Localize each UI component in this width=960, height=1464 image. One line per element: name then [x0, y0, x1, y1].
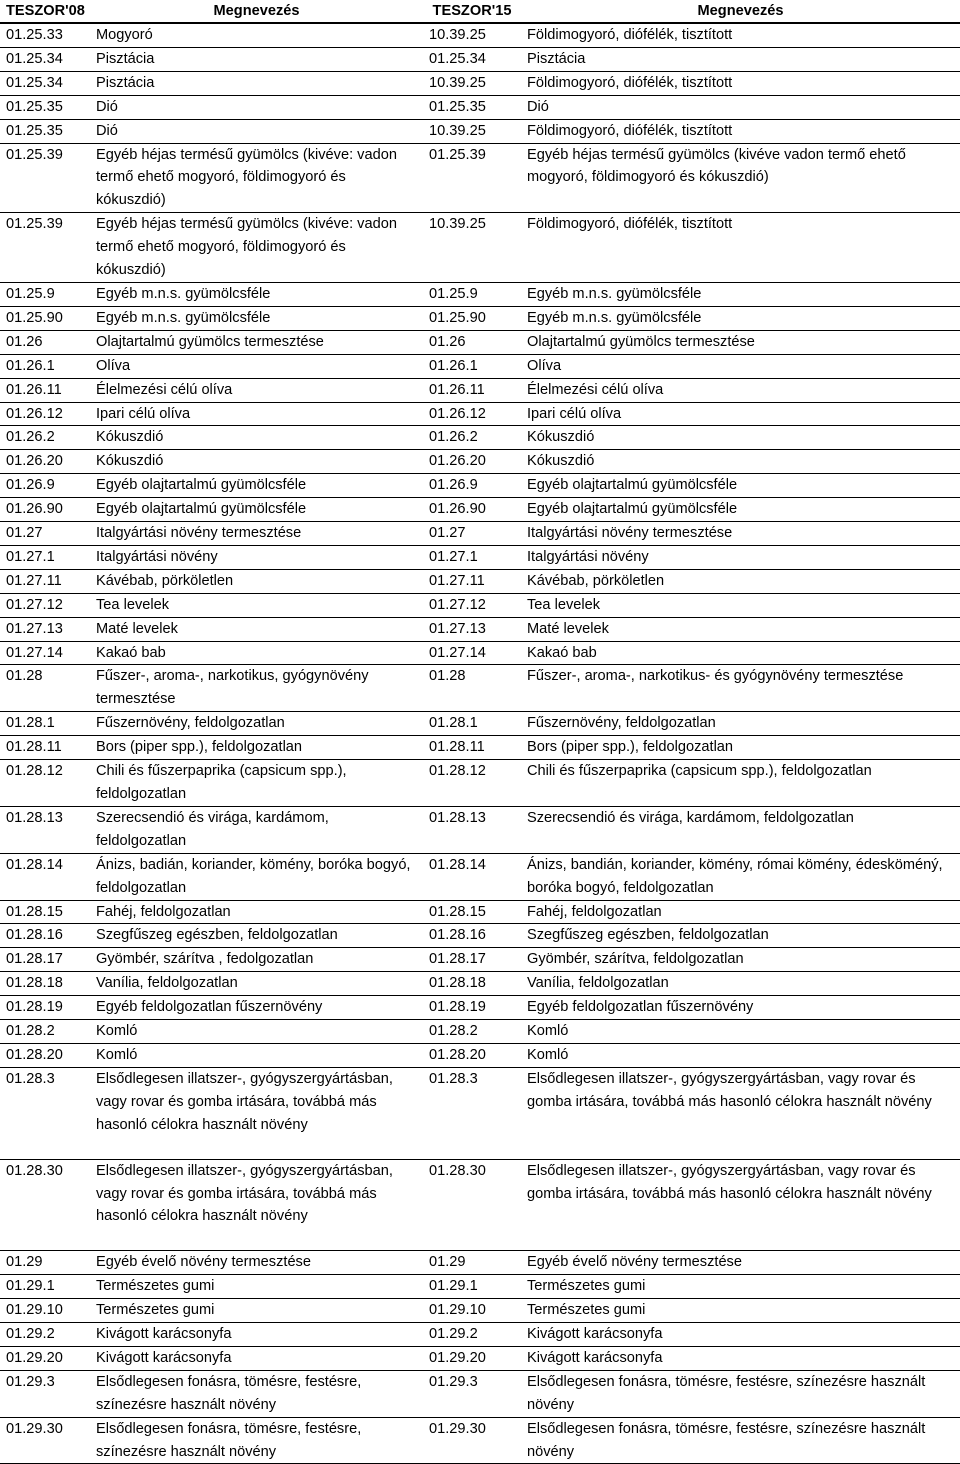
code-teszor15: 01.27.1: [423, 545, 521, 569]
code-teszor08: 01.29.30: [0, 1417, 90, 1464]
code-teszor15: 10.39.25: [423, 119, 521, 143]
table-row: [0, 760, 960, 807]
name-teszor08: Egyéb feldolgozatlan fűszernövény: [90, 996, 423, 1020]
table-row: [0, 1159, 960, 1251]
name-teszor15: Földimogyoró, diófélék, tisztított: [521, 71, 960, 95]
table-row: [0, 1067, 960, 1159]
name-teszor15: Olajtartalmú gyümölcs termesztése: [521, 330, 960, 354]
code-teszor08: 01.28.16: [0, 924, 90, 948]
code-teszor15: 01.26.9: [423, 474, 521, 498]
code-teszor08: 01.26.90: [0, 498, 90, 522]
code-teszor08: 01.28.13: [0, 806, 90, 853]
code-teszor08: 01.28.12: [0, 760, 90, 807]
code-teszor08: 01.27.12: [0, 593, 90, 617]
header-teszor15: TESZOR'15: [423, 0, 521, 23]
code-teszor15: 01.25.39: [423, 143, 521, 213]
code-teszor08: 01.26: [0, 330, 90, 354]
code-teszor15: 01.29.3: [423, 1370, 521, 1417]
name-teszor15: Szerecsendió és virága, kardámom, feldolgozatlan: [521, 806, 960, 853]
table-row: [0, 47, 960, 71]
code-teszor15: 10.39.25: [423, 23, 521, 47]
code-teszor08: 01.27.13: [0, 617, 90, 641]
name-teszor08: Elsődlegesen fonásra, tömésre, festésre, színezésre használt növény: [90, 1370, 423, 1417]
code-teszor08: 01.28: [0, 665, 90, 712]
code-teszor15: 01.27.12: [423, 593, 521, 617]
name-teszor15: Földimogyoró, diófélék, tisztított: [521, 119, 960, 143]
header-name-15: Megnevezés: [521, 0, 960, 23]
name-teszor15: Vanília, feldolgozatlan: [521, 972, 960, 996]
name-teszor08: Szerecsendió és virága, kardámom, feldolgozatlan: [90, 806, 423, 853]
name-teszor15: Természetes gumi: [521, 1275, 960, 1299]
name-teszor15: Kakaó bab: [521, 641, 960, 665]
name-teszor15: Földimogyoró, diófélék, tisztított: [521, 23, 960, 47]
code-teszor08: 01.25.39: [0, 213, 90, 283]
name-teszor08: Mogyoró: [90, 23, 423, 47]
code-teszor15: 01.28.14: [423, 853, 521, 900]
table-row: [0, 948, 960, 972]
name-teszor08: Egyéb m.n.s. gyümölcsféle: [90, 282, 423, 306]
code-teszor15: 01.29.30: [423, 1417, 521, 1464]
name-teszor15: Élelmezési célú olíva: [521, 378, 960, 402]
name-teszor08: Egyéb héjas termésű gyümölcs (kivéve: vadon termő ehető mogyoró, földimogyoró és kókuszdió): [90, 143, 423, 213]
code-teszor08: 01.25.39: [0, 143, 90, 213]
code-teszor08: 01.28.2: [0, 1020, 90, 1044]
name-teszor15: Fahéj, feldolgozatlan: [521, 900, 960, 924]
name-teszor08: Olajtartalmú gyümölcs termesztése: [90, 330, 423, 354]
name-teszor15: Elsődlegesen fonásra, tömésre, festésre, színezésre használt növény: [521, 1417, 960, 1464]
name-teszor08: Ánizs, badián, koriander, kömény, boróka bogyó, feldolgozatlan: [90, 853, 423, 900]
table-row: [0, 569, 960, 593]
name-teszor15: Dió: [521, 95, 960, 119]
code-teszor15: 01.25.35: [423, 95, 521, 119]
table-row: [0, 665, 960, 712]
name-teszor08: Pisztácia: [90, 71, 423, 95]
table-row: [0, 641, 960, 665]
name-teszor08: Komló: [90, 1043, 423, 1067]
code-teszor15: 10.39.25: [423, 213, 521, 283]
table-row: [0, 853, 960, 900]
code-teszor08: 01.28.11: [0, 736, 90, 760]
code-teszor15: 01.29.20: [423, 1346, 521, 1370]
name-teszor08: Italgyártási növény: [90, 545, 423, 569]
code-teszor08: 01.28.17: [0, 948, 90, 972]
name-teszor08: Chili és fűszerpaprika (capsicum spp.), feldolgozatlan: [90, 760, 423, 807]
table-row: [0, 1043, 960, 1067]
code-teszor08: 01.27.1: [0, 545, 90, 569]
name-teszor08: Szegfűszeg egészben, feldolgozatlan: [90, 924, 423, 948]
name-teszor15: Földimogyoró, diófélék, tisztított: [521, 213, 960, 283]
name-teszor15: Italgyártási növény termesztése: [521, 522, 960, 546]
name-teszor08: Élelmezési célú olíva: [90, 378, 423, 402]
code-teszor15: 01.27.13: [423, 617, 521, 641]
code-teszor15: 01.28: [423, 665, 521, 712]
code-teszor08: 01.29.3: [0, 1370, 90, 1417]
name-teszor15: Kivágott karácsonyfa: [521, 1323, 960, 1347]
name-teszor08: Fűszernövény, feldolgozatlan: [90, 712, 423, 736]
table-row: [0, 1275, 960, 1299]
name-teszor15: Természetes gumi: [521, 1299, 960, 1323]
name-teszor08: Bors (piper spp.), feldolgozatlan: [90, 736, 423, 760]
code-teszor15: 01.26.2: [423, 426, 521, 450]
code-teszor08: 01.28.20: [0, 1043, 90, 1067]
code-teszor15: 01.26.11: [423, 378, 521, 402]
code-teszor08: 01.29.1: [0, 1275, 90, 1299]
table-row: [0, 378, 960, 402]
name-teszor08: Kakaó bab: [90, 641, 423, 665]
code-teszor15: 01.29.10: [423, 1299, 521, 1323]
code-teszor15: 01.28.3: [423, 1067, 521, 1159]
header-teszor08: TESZOR'08: [0, 0, 90, 23]
table-row: [0, 617, 960, 641]
name-teszor15: Elsődlegesen illatszer-, gyógyszergyártásban, vagy rovar és gomba irtására, továbbá más hasonló célokra használt növény: [521, 1159, 960, 1251]
name-teszor15: Egyéb m.n.s. gyümölcsféle: [521, 282, 960, 306]
name-teszor15: Fűszer-, aroma-, narkotikus- és gyógynövény termesztése: [521, 665, 960, 712]
name-teszor08: Ipari célú olíva: [90, 402, 423, 426]
name-teszor15: Egyéb m.n.s. gyümölcsféle: [521, 306, 960, 330]
name-teszor15: Kókuszdió: [521, 450, 960, 474]
code-teszor15: 01.29.1: [423, 1275, 521, 1299]
name-teszor08: Olíva: [90, 354, 423, 378]
code-teszor08: 01.28.15: [0, 900, 90, 924]
code-teszor08: 01.29.10: [0, 1299, 90, 1323]
code-teszor08: 01.25.33: [0, 23, 90, 47]
code-teszor08: 01.26.11: [0, 378, 90, 402]
code-teszor15: 01.27.11: [423, 569, 521, 593]
name-teszor15: Kókuszdió: [521, 426, 960, 450]
name-teszor08: Egyéb évelő növény termesztése: [90, 1251, 423, 1275]
table-row: [0, 1323, 960, 1347]
name-teszor08: Pisztácia: [90, 47, 423, 71]
code-teszor15: 01.25.90: [423, 306, 521, 330]
table-row: [0, 545, 960, 569]
name-teszor08: Fahéj, feldolgozatlan: [90, 900, 423, 924]
header-name-08: Megnevezés: [90, 0, 423, 23]
code-teszor15: 10.39.25: [423, 71, 521, 95]
code-teszor08: 01.29.2: [0, 1323, 90, 1347]
name-teszor08: Kivágott karácsonyfa: [90, 1346, 423, 1370]
code-teszor15: 01.28.1: [423, 712, 521, 736]
code-teszor08: 01.26.12: [0, 402, 90, 426]
table-row: [0, 402, 960, 426]
code-teszor15: 01.29: [423, 1251, 521, 1275]
code-teszor15: 01.28.2: [423, 1020, 521, 1044]
name-teszor15: Egyéb olajtartalmú gyümölcsféle: [521, 498, 960, 522]
table-row: [0, 330, 960, 354]
name-teszor08: Elsődlegesen illatszer-, gyógyszergyártásban, vagy rovar és gomba irtására, továbbá más hasonló célokra használt növény: [90, 1067, 423, 1159]
code-teszor08: 01.26.9: [0, 474, 90, 498]
name-teszor08: Egyéb olajtartalmú gyümölcsféle: [90, 498, 423, 522]
code-teszor08: 01.26.20: [0, 450, 90, 474]
name-teszor15: Bors (piper spp.), feldolgozatlan: [521, 736, 960, 760]
code-teszor15: 01.27: [423, 522, 521, 546]
name-teszor08: Tea levelek: [90, 593, 423, 617]
table-row: [0, 900, 960, 924]
code-teszor15: 01.28.30: [423, 1159, 521, 1251]
name-teszor15: Kivágott karácsonyfa: [521, 1346, 960, 1370]
table-row: [0, 972, 960, 996]
table-row: [0, 1417, 960, 1464]
name-teszor08: Fűszer-, aroma-, narkotikus, gyógynövény termesztése: [90, 665, 423, 712]
name-teszor15: Szegfűszeg egészben, feldolgozatlan: [521, 924, 960, 948]
name-teszor08: Egyéb olajtartalmú gyümölcsféle: [90, 474, 423, 498]
table-row: [0, 450, 960, 474]
name-teszor08: Elsődlegesen fonásra, tömésre, festésre, színezésre használt növény: [90, 1417, 423, 1464]
code-teszor08: 01.25.35: [0, 95, 90, 119]
table-row: [0, 143, 960, 213]
code-teszor08: 01.28.18: [0, 972, 90, 996]
table-row: [0, 426, 960, 450]
name-teszor08: Kávébab, pörköletlen: [90, 569, 423, 593]
code-teszor15: 01.28.19: [423, 996, 521, 1020]
table-row: [0, 95, 960, 119]
code-teszor15: 01.25.9: [423, 282, 521, 306]
code-teszor15: 01.26.90: [423, 498, 521, 522]
code-teszor15: 01.28.12: [423, 760, 521, 807]
name-teszor08: Természetes gumi: [90, 1299, 423, 1323]
table-row: [0, 71, 960, 95]
code-teszor15: 01.28.15: [423, 900, 521, 924]
table-row: [0, 1346, 960, 1370]
code-teszor15: 01.26.20: [423, 450, 521, 474]
name-teszor15: Komló: [521, 1020, 960, 1044]
name-teszor08: Kókuszdió: [90, 450, 423, 474]
code-teszor15: 01.28.13: [423, 806, 521, 853]
table-row: [0, 498, 960, 522]
name-teszor15: Komló: [521, 1043, 960, 1067]
name-teszor15: Egyéb olajtartalmú gyümölcsféle: [521, 474, 960, 498]
code-teszor08: 01.29: [0, 1251, 90, 1275]
table-row: [0, 806, 960, 853]
code-teszor15: 01.26.1: [423, 354, 521, 378]
name-teszor15: Egyéb feldolgozatlan fűszernövény: [521, 996, 960, 1020]
name-teszor15: Olíva: [521, 354, 960, 378]
name-teszor15: Gyömbér, szárítva, feldolgozatlan: [521, 948, 960, 972]
name-teszor08: Komló: [90, 1020, 423, 1044]
header-row: [0, 0, 960, 23]
name-teszor08: Kivágott karácsonyfa: [90, 1323, 423, 1347]
table-row: [0, 282, 960, 306]
code-teszor15: 01.28.11: [423, 736, 521, 760]
code-teszor08: 01.25.34: [0, 47, 90, 71]
name-teszor15: Elsődlegesen fonásra, tömésre, festésre, színezésre használt növény: [521, 1370, 960, 1417]
table-row: [0, 522, 960, 546]
code-teszor15: 01.29.2: [423, 1323, 521, 1347]
table-row: [0, 1020, 960, 1044]
name-teszor08: Italgyártási növény termesztése: [90, 522, 423, 546]
name-teszor15: Egyéb héjas termésű gyümölcs (kivéve vadon termő ehető mogyoró, földimogyoró és kókuszdió): [521, 143, 960, 213]
name-teszor15: Elsődlegesen illatszer-, gyógyszergyártásban, vagy rovar és gomba irtására, továbbá más hasonló célokra használt növény: [521, 1067, 960, 1159]
code-teszor08: 01.27: [0, 522, 90, 546]
code-teszor08: 01.29.20: [0, 1346, 90, 1370]
code-teszor08: 01.28.19: [0, 996, 90, 1020]
table-row: [0, 354, 960, 378]
name-teszor08: Dió: [90, 119, 423, 143]
table-row: [0, 924, 960, 948]
code-teszor15: 01.28.18: [423, 972, 521, 996]
name-teszor08: Vanília, feldolgozatlan: [90, 972, 423, 996]
code-teszor15: 01.28.16: [423, 924, 521, 948]
table-row: [0, 213, 960, 283]
table-row: [0, 474, 960, 498]
name-teszor15: Egyéb évelő növény termesztése: [521, 1251, 960, 1275]
code-teszor15: 01.28.20: [423, 1043, 521, 1067]
code-teszor15: 01.26: [423, 330, 521, 354]
table-row: [0, 119, 960, 143]
code-teszor15: 01.26.12: [423, 402, 521, 426]
name-teszor08: Egyéb m.n.s. gyümölcsféle: [90, 306, 423, 330]
code-teszor08: 01.28.3: [0, 1067, 90, 1159]
table-row: [0, 712, 960, 736]
code-teszor08: 01.25.9: [0, 282, 90, 306]
table-row: [0, 306, 960, 330]
name-teszor15: Maté levelek: [521, 617, 960, 641]
code-teszor15: 01.25.34: [423, 47, 521, 71]
code-teszor08: 01.28.14: [0, 853, 90, 900]
code-teszor08: 01.25.90: [0, 306, 90, 330]
code-teszor08: 01.27.14: [0, 641, 90, 665]
name-teszor15: Kávébab, pörköletlen: [521, 569, 960, 593]
name-teszor08: Kókuszdió: [90, 426, 423, 450]
name-teszor15: Ánizs, bandián, koriander, kömény, római kömény, édesköméný, boróka bogyó, feldolgozatlan: [521, 853, 960, 900]
name-teszor15: Tea levelek: [521, 593, 960, 617]
name-teszor08: Természetes gumi: [90, 1275, 423, 1299]
code-teszor08: 01.28.30: [0, 1159, 90, 1251]
name-teszor08: Egyéb héjas termésű gyümölcs (kivéve: vadon termő ehető mogyoró, földimogyoró és kókuszdió): [90, 213, 423, 283]
name-teszor08: Elsődlegesen illatszer-, gyógyszergyártásban, vagy rovar és gomba irtására, továbbá más hasonló célokra használt növény: [90, 1159, 423, 1251]
code-teszor08: 01.26.1: [0, 354, 90, 378]
code-teszor08: 01.27.11: [0, 569, 90, 593]
name-teszor15: Ipari célú olíva: [521, 402, 960, 426]
name-teszor15: Fűszernövény, feldolgozatlan: [521, 712, 960, 736]
code-teszor08: 01.28.1: [0, 712, 90, 736]
table-row: [0, 23, 960, 47]
table-row: [0, 1299, 960, 1323]
table-row: [0, 1370, 960, 1417]
code-teszor08: 01.25.35: [0, 119, 90, 143]
name-teszor15: Italgyártási növény: [521, 545, 960, 569]
table-row: [0, 1251, 960, 1275]
name-teszor15: Chili és fűszerpaprika (capsicum spp.), feldolgozatlan: [521, 760, 960, 807]
code-teszor08: 01.26.2: [0, 426, 90, 450]
table-row: [0, 736, 960, 760]
code-teszor15: 01.28.17: [423, 948, 521, 972]
name-teszor08: Maté levelek: [90, 617, 423, 641]
name-teszor15: Pisztácia: [521, 47, 960, 71]
table-row: [0, 996, 960, 1020]
code-teszor08: 01.25.34: [0, 71, 90, 95]
table-row: [0, 593, 960, 617]
code-teszor15: 01.27.14: [423, 641, 521, 665]
name-teszor08: Dió: [90, 95, 423, 119]
name-teszor08: Gyömbér, szárítva , fedolgozatlan: [90, 948, 423, 972]
